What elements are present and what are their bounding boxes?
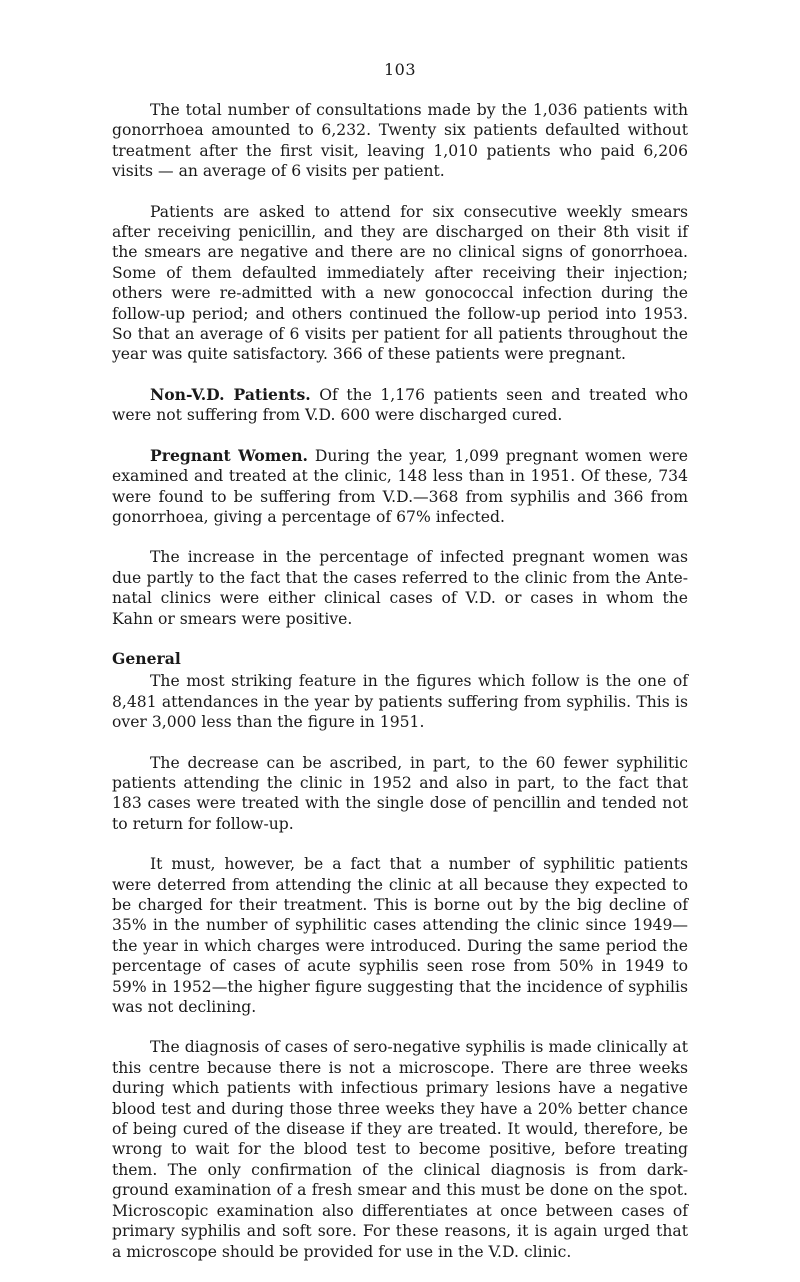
paragraph-non-vd-patients <box>112 385 688 426</box>
paragraph-syphilis-attendances: The most striking feature in the figures which follow is the one of 8,481 attendances in the year by patients suffering from syphilis. This is over 3,000 less than the figure in 1951. <box>112 672 688 732</box>
paragraph-charges-deterrent: It must, however, be a fact that a number of syphilitic patients were deterred from attending the clinic at all because they expected to be charged for their treatment. This is borne out by the big decline of 35% in the number of syphilitic cases attending the clinic since 1949—the year in which charges were introduced. During the same period the percentage of cases of acute syphilis seen rose from 50% in 1949 to 59% in 1952—the higher figure suggesting that the incidence of syphilis was not declining. <box>112 855 688 1017</box>
run-in-heading-pregnant-women: Pregnant Women. <box>150 445 308 465</box>
paragraph-decrease-ascribed: The decrease can be ascribed, in part, to the 60 fewer syphilitic patients attending the clinic in 1952 and also in part, to the fact that 183 cases were treated with the single dose of pencillin and tended not to return for follow-up. <box>112 753 688 833</box>
paragraph-follow-up-smears: Patients are asked to attend for six consecutive weekly smears after receiving penicillin, and they are discharged on their 8th visit if the smears are negative and there are no clinical signs of gonorrhoea. Some of them defaulted immediately after receiving their injection; others were re-admitted with a new gonococcal infection during the follow-up period; and others continued the follow-up period into 1953. So that an average of 6 visits per patient for all patients throughout the year was quite satisfactory. 366 of these patients were pregnant. <box>112 202 688 364</box>
paragraph-infected-percentage: The increase in the percentage of infected pregnant women was due partly to the fact that the cases referred to the clinic from the Ante-natal clinics were either clinical cases of V.D. or cases in whom the Kahn or smears were positive. <box>112 548 688 628</box>
paragraph-microscope-needed: The diagnosis of cases of sero-negative syphilis is made clinically at this centre because there is not a microscope. There are three weeks during which patients with infectious primary lesions have a negative blood test and during those three weeks they have a 20% better chance of being cured of the disease if they are treated. It would, therefore, be wrong to wait for the blood test to become positive, before treating them. The only confirmation of the clinical diagnosis is from dark-ground examination of a fresh smear and this must be done on the spot. Microscopic examination also differentiates at once between cases of primary syphilis and soft sore. For these reasons, it is again urged that a microscope should be provided for use in the V.D. clinic. <box>112 1038 688 1261</box>
section-heading-general: General <box>112 648 181 668</box>
paragraph-text-non-vd: Of the 1,176 patients seen and treated who were not suffering from V.D. 600 were discharged cured. <box>112 385 688 425</box>
document-body <box>112 100 688 1282</box>
run-in-heading-non-vd: Non-V.D. Patients. <box>150 384 311 404</box>
paragraph-gonorrhoea-consultations: The total number of consultations made by the 1,036 patients with gonorrhoea amounted to 6,232. Twenty six patients defaulted without treatment after the first visit, leaving 1,010 patients who paid 6,206 visits — an average of 6 visits per patient. <box>112 101 688 181</box>
page-number: 103 <box>383 60 417 79</box>
paragraph-pregnant-women <box>112 446 688 528</box>
paragraph-text-pregnant-women: During the year, 1,099 pregnant women were examined and treated at the clinic, 148 less than in 1951. Of these, 734 were found to be suffering from V.D.—368 from syphilis and 366 from gonorrhoea, giving a percentage of 67% infected. <box>112 446 688 526</box>
